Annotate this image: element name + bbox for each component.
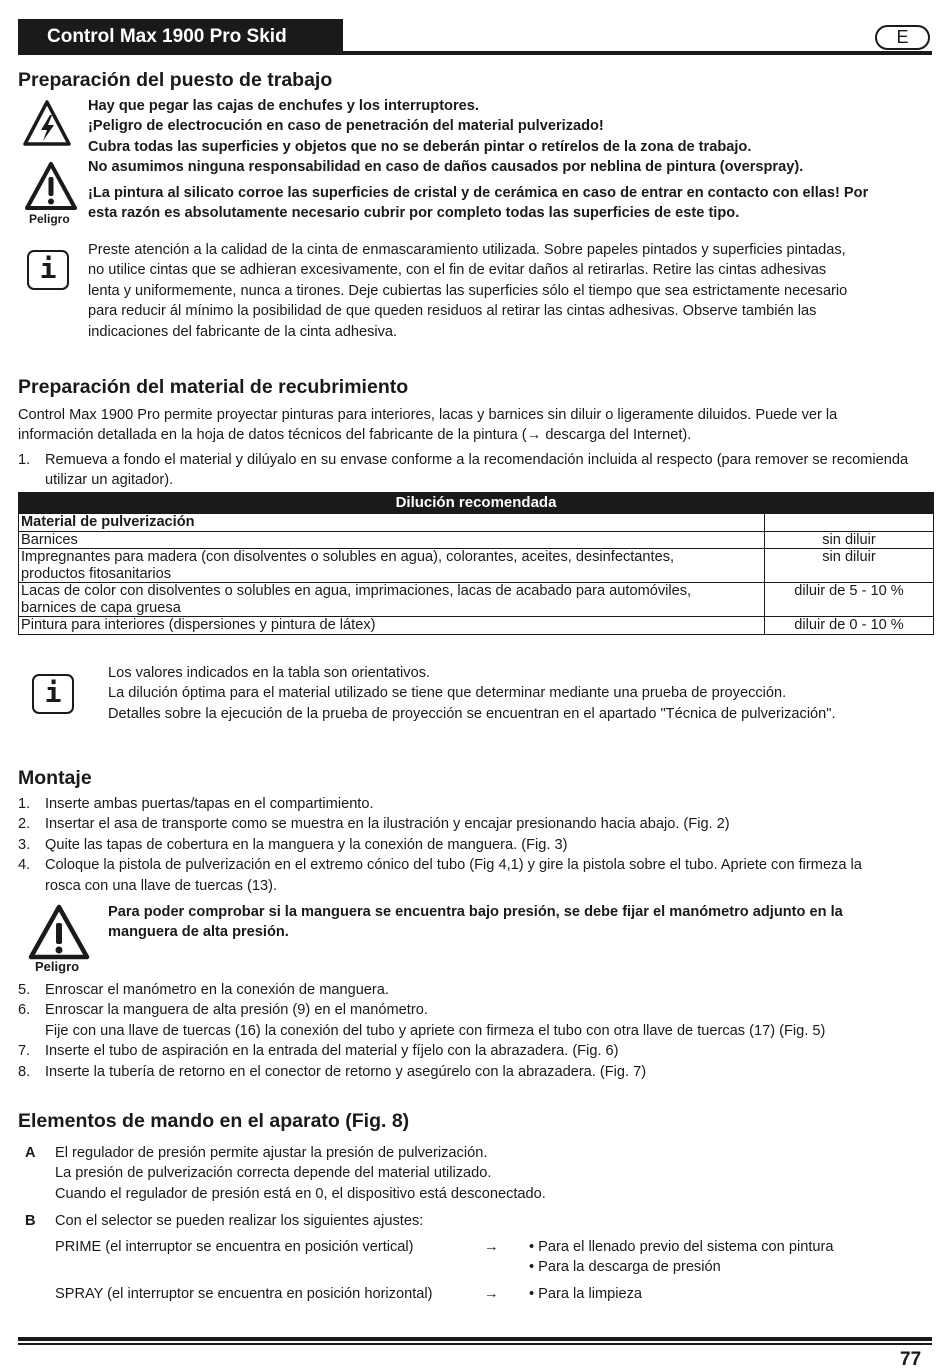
value-cell: diluir de 5 - 10 % — [765, 583, 934, 617]
table-row — [19, 617, 934, 635]
table-row — [19, 531, 934, 549]
section-title-assembly: Montaje — [18, 767, 92, 789]
warning-triangle-icon — [24, 161, 78, 216]
assembly-steps-b — [18, 980, 934, 1082]
list-item: 4. Coloque la pistola de pulverización en el extremo cónico del tubo (Fig 4,1) y gire la pistola sobre el tubo. Apriete con firmeza la — [18, 857, 862, 874]
table-row — [19, 583, 934, 617]
list-item: 1. Inserte ambas puertas/tapas en el compartimiento. — [18, 796, 374, 812]
value-cell: diluir de 0 - 10 % — [765, 617, 934, 635]
list-item: 3. Quite las tapas de cobertura en la manguera y la conexión de manguera. (Fig. 3) — [18, 836, 568, 853]
value-cell: sin diluir — [765, 549, 934, 583]
material-cell: Barnices — [19, 531, 765, 549]
list-item: rosca con una llave de tuercas (13). — [45, 877, 278, 894]
control-label-b: B — [25, 1213, 36, 1229]
footer-rule — [18, 1337, 932, 1341]
danger-label: Peligro — [35, 959, 80, 974]
list-item: Fije con una llave de tuercas (16) la conexión del tubo y apriete con firmeza el tubo con otra llave de tuercas (17) (Fig. 5) — [45, 1022, 826, 1039]
spray-items: • Para la limpieza — [529, 1286, 642, 1302]
material-cell: Pintura para interiores (dispersiones y pintura de látex) — [19, 617, 765, 635]
assembly-steps-a — [18, 794, 934, 896]
silicate-warning-text: ¡La pintura al silicato corroe las superficies de cristal y de cerámica en caso de entrar en contacto con ellas! Por esta razón es absolutamente necesario cubrir por completo todas las superficies de este tipo. — [88, 185, 869, 222]
bullet-icon: • — [529, 1286, 535, 1302]
prime-setting: PRIME (el interruptor se encuentra en posición vertical) — [55, 1239, 414, 1255]
list-item: 7. Inserte el tubo de aspiración en la entrada del material y fíjelo con la abrazadera. (Fig. 6) — [18, 1043, 619, 1060]
page-number: 77 — [900, 1349, 922, 1369]
language-badge: E — [875, 25, 930, 50]
pressure-regulator-text: El regulador de presión permite ajustar la presión de pulverización. La presión de pulverización correcta depende del material utilizado. Cuando el regulador de presión está en 0, el dispositivo está desconectado. — [55, 1145, 546, 1202]
table-row — [19, 549, 934, 583]
section-title-workplace: Preparación del puesto de trabajo — [18, 69, 333, 91]
arrow-icon: → — [484, 1286, 499, 1302]
list-item: 2. Insertar el asa de transporte como se muestra en la ilustración y encajar presionando hacia abajo. (Fig. 2) — [18, 816, 730, 833]
list-item: 8. Inserte la tubería de retorno en el conector de retorno y asegúrelo con la abrazadera. (Fig. 7) — [18, 1063, 647, 1080]
info-icon: i — [32, 674, 74, 714]
danger-label: Peligro — [29, 212, 70, 226]
header-rule — [343, 51, 932, 55]
dilution-table — [18, 492, 934, 635]
dilution-table-title: Dilución recomendada — [19, 493, 934, 514]
manometer-warning-text: Para poder comprobar si la manguera se encuentra bajo presión, se debe fijar el manómetro adjunto en la manguera de alta presión. — [108, 904, 843, 941]
header-title: Control Max 1900 Pro Skid — [18, 19, 343, 55]
electric-warning-text: Hay que pegar las cajas de enchufes y los interruptores. ¡Peligro de electrocución en caso de penetración del material pulverizado! Cubra todas las superficies y objetos que no se deberán pintar o retírelos de la zona de trabajo. No asumimos ninguna responsabilidad en caso de daños causados por neblina de pintura (overspray). — [88, 98, 804, 176]
masking-tape-info: Preste atención a la calidad de la cinta de enmascaramiento utilizada. Sobre papeles pintados y superficies pintadas, no utilice cintas que se adhieran excesivamente, con el fin de evitar daños al retirarlas. Retire las cintas adhesivas lenta y uniformemente, nunca a tirones. Deje cubiertas las superficies sólo el tiempo que sea estrictamente necesario para reducir ál mínimo la posibilidad de que queden residuos al retirar las cintas adhesivas. Observe también las indicaciones del fabricante de la cinta adhesiva. — [88, 242, 848, 340]
warning-triangle-icon — [28, 904, 90, 965]
selector-intro: Con el selector se pueden realizar los siguientes ajustes: — [55, 1213, 424, 1229]
footer-rule-thin — [18, 1343, 932, 1345]
value-cell: sin diluir — [765, 531, 934, 549]
list-item: 6. Enroscar la manguera de alta presión (9) en el manómetro. — [18, 1002, 428, 1019]
control-label-a: A — [25, 1145, 36, 1161]
dilution-col-header: Material de pulverización — [19, 514, 765, 532]
list-item: 5. Enroscar el manómetro en la conexión de manguera. — [18, 982, 389, 998]
bullet-icon: • — [529, 1239, 535, 1255]
material-cell: Lacas de color con disolventes o solubles en agua, imprimaciones, lacas de acabado para automóviles, barnices de capa gruesa — [19, 583, 765, 617]
material-intro: Control Max 1900 Pro permite proyectar pinturas para interiores, lacas y barnices sin diluir o ligeramente diluidos. Puede ver la información detallada en la hoja de datos técnicos del fabricante de la pintura (→ descarga del Internet). — [18, 407, 838, 444]
info-icon: i — [27, 250, 69, 290]
dilution-info: Los valores indicados en la tabla son orientativos. La dilución óptima para el material utilizado se tiene que determinar mediante una prueba de proyección. Detalles sobre la ejecución de la prueba de proyección se encuentran en el apartado "Técnica de pulverización". — [108, 665, 836, 722]
dilution-col-header-empty — [765, 514, 934, 532]
section-title-material: Preparación del material de recubrimiento — [18, 376, 409, 398]
material-cell: Impregnantes para madera (con disolventes o solubles en agua), colorantes, aceites, desinfectantes, productos fitosanitarios — [19, 549, 765, 583]
prime-items: • Para el llenado previo del sistema con pintura • Para la descarga de presión — [529, 1239, 834, 1276]
electric-hazard-icon — [22, 99, 72, 152]
section-title-controls: Elementos de mando en el aparato (Fig. 8) — [18, 1110, 410, 1132]
bullet-icon: • — [529, 1259, 535, 1276]
arrow-icon: → — [484, 1239, 499, 1255]
spray-setting: SPRAY (el interruptor se encuentra en posición horizontal) — [55, 1286, 433, 1302]
